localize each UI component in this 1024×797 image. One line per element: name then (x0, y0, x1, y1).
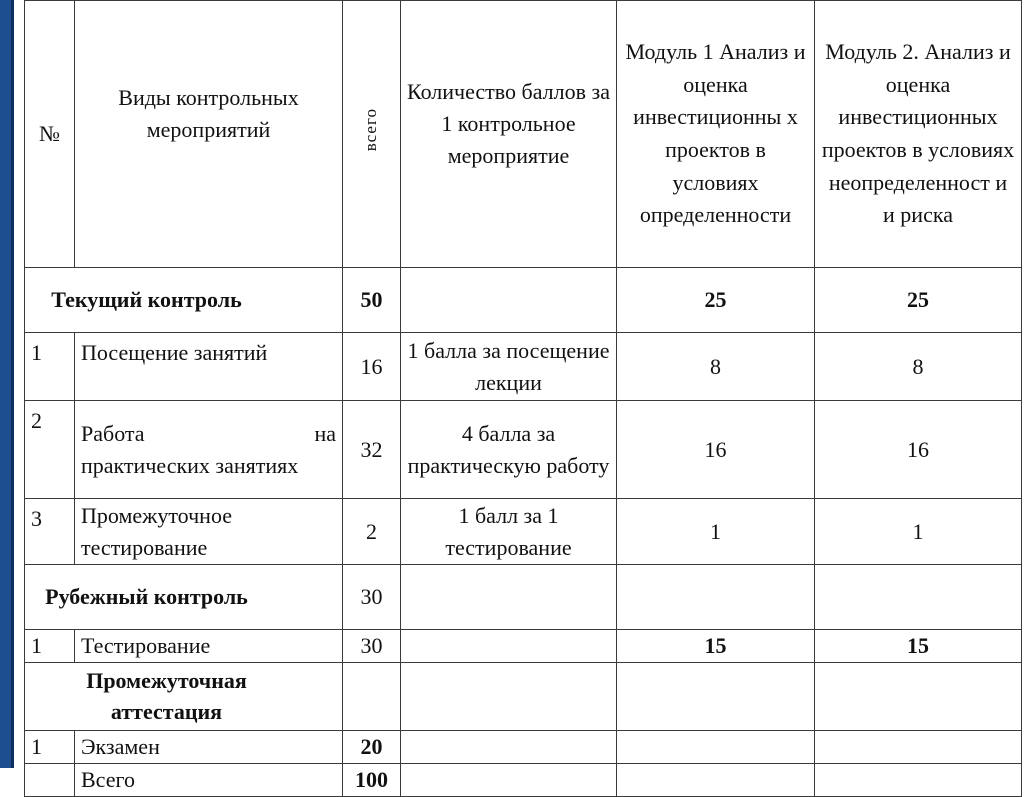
row-m2: 15 (815, 630, 1022, 663)
current-control-points (401, 268, 617, 333)
table-row (25, 333, 1022, 401)
row-name-word: на (314, 420, 336, 446)
header-kinds: Виды контрольных мероприятий (75, 1, 343, 268)
interim-attestation-label: Промежуточная аттестация (25, 662, 343, 730)
row-num: 2 (25, 401, 75, 499)
table-row (25, 499, 1022, 565)
table-row (25, 730, 1022, 763)
current-control-label: Текущий контроль (25, 268, 343, 333)
row-num: 1 (25, 630, 75, 663)
row-m1: 15 (617, 630, 815, 663)
boundary-control-points (401, 565, 617, 630)
current-control-total: 50 (343, 268, 401, 333)
boundary-control-label: Рубежный контроль (25, 565, 343, 630)
header-row (25, 1, 1022, 268)
boundary-control-total: 30 (343, 565, 401, 630)
row-m1: 1 (617, 499, 815, 565)
row-name: Промежуточное тестирование (75, 499, 343, 565)
grand-total-value: 100 (343, 763, 401, 796)
slide-frame-border (0, 0, 14, 768)
row-m1: 8 (617, 333, 815, 401)
row-num: 1 (25, 333, 75, 401)
header-module2: Модуль 2. Анализ и оценка инвестиционных проектов в условиях неопределенност и и риска (815, 1, 1022, 268)
current-control-m2: 25 (815, 268, 1022, 333)
interim-attestation-m1 (617, 662, 815, 730)
row-m1 (617, 763, 815, 796)
header-module1: Модуль 1 Анализ и оценка инвестиционны х проектов в условиях определенности (617, 1, 815, 268)
row-num: 3 (25, 499, 75, 565)
row-total: 2 (343, 499, 401, 565)
row-total: 16 (343, 333, 401, 401)
row-m2 (815, 730, 1022, 763)
row-name-line1 (81, 418, 336, 450)
boundary-control-m1 (617, 565, 815, 630)
interim-attestation-total (343, 662, 401, 730)
row-m1 (617, 730, 815, 763)
row-total: 20 (343, 730, 401, 763)
row-name-cell (75, 401, 343, 499)
row-total: 30 (343, 630, 401, 663)
interim-attestation-m2 (815, 662, 1022, 730)
grand-total-label: Всего (75, 763, 343, 796)
header-total-cell (343, 1, 401, 268)
row-name: Посещение занятий (75, 333, 343, 401)
header-points: Количество баллов за 1 контрольное мероприятие (401, 1, 617, 268)
current-control-m1: 25 (617, 268, 815, 333)
row-m2: 16 (815, 401, 1022, 499)
row-name-line2: практических занятиях (81, 452, 299, 478)
row-name: Тестирование (75, 630, 343, 663)
header-num: № (25, 1, 75, 268)
current-control-row (25, 268, 1022, 333)
grading-table (24, 0, 1022, 797)
row-points: 1 балла за посещение лекции (401, 333, 617, 401)
row-num (25, 763, 75, 796)
row-m2: 8 (815, 333, 1022, 401)
interim-attestation-row (25, 662, 1022, 730)
row-points: 4 балла за практическую работу (401, 401, 617, 499)
row-name: Экзамен (75, 730, 343, 763)
header-total: всего (361, 107, 381, 152)
interim-attestation-points (401, 662, 617, 730)
grand-total-row (25, 763, 1022, 796)
table-row (25, 401, 1022, 499)
boundary-control-row (25, 565, 1022, 630)
row-points (401, 730, 617, 763)
row-points (401, 630, 617, 663)
row-m2: 1 (815, 499, 1022, 565)
table-row (25, 630, 1022, 663)
row-points (401, 763, 617, 796)
row-m2 (815, 763, 1022, 796)
row-points: 1 балл за 1 тестирование (401, 499, 617, 565)
row-name-word: Работа (81, 420, 145, 446)
boundary-control-m2 (815, 565, 1022, 630)
row-num: 1 (25, 730, 75, 763)
row-m1: 16 (617, 401, 815, 499)
row-total: 32 (343, 401, 401, 499)
